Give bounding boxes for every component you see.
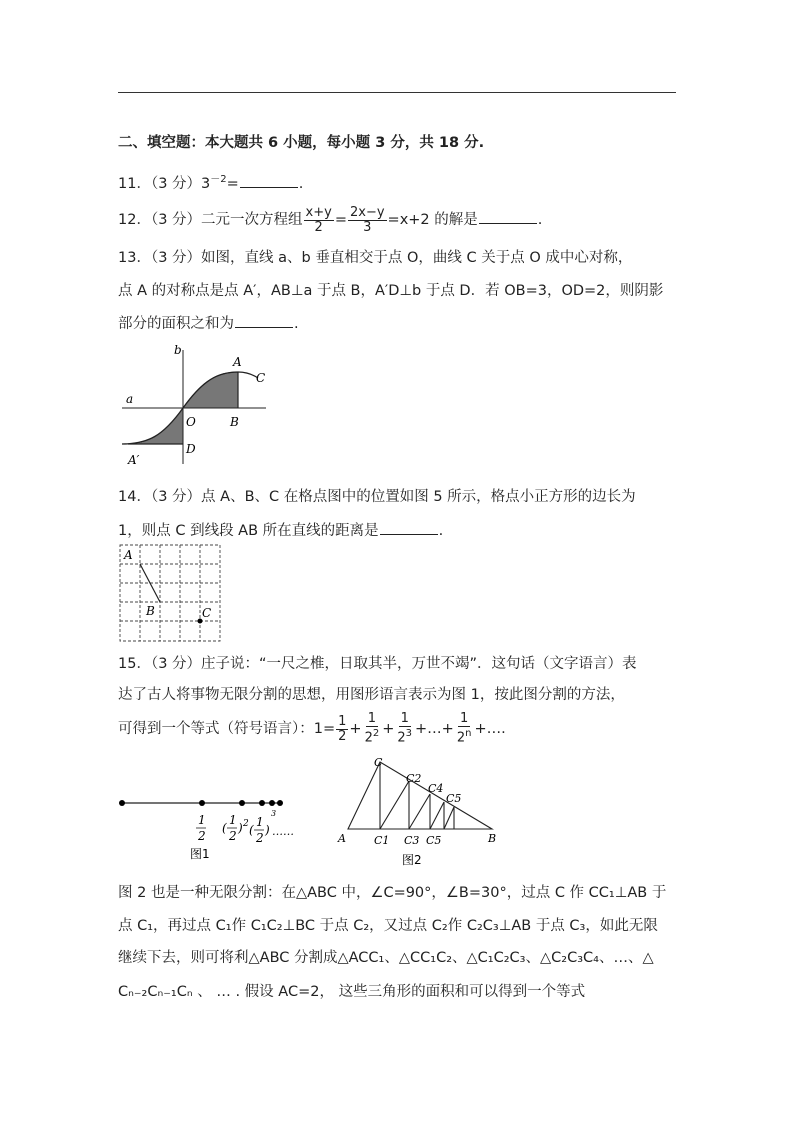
numerator: 1	[367, 711, 377, 727]
label-B: B	[488, 832, 497, 845]
fraction-1	[304, 206, 334, 235]
exponent: 2	[372, 728, 380, 740]
q11-exponent: －2	[210, 174, 227, 185]
question-15-line-3	[118, 710, 506, 748]
p2-line-1: 图 2 也是一种无限分割：在△ABC 中，∠C=90°，∠B=30°，过点 C 作 CC₁⊥AB 于	[118, 885, 667, 901]
fraction-numerator: x+y	[305, 204, 332, 220]
q13-line-1: 13．（3 分）如图，直线 a、b 垂直相交于点 O，曲线 C 关于点 O 成中心对称，	[118, 250, 633, 266]
q13-end: .	[294, 316, 299, 332]
term-n	[455, 712, 474, 745]
label-C1: C1	[374, 834, 390, 847]
q11-equals: =	[226, 175, 239, 192]
numerator: 1	[400, 711, 409, 727]
label-B: B	[146, 604, 155, 618]
dotted-grid	[120, 545, 220, 641]
label-C5: C5	[426, 834, 442, 847]
p2-line-2: 点 C₁，再过点 C₁作 C₁C₂⊥BC 于点 C₂，又过点 C₂作 C₂C₃⊥AB 于点 C₃，如此无限	[118, 918, 658, 934]
label-B: B	[230, 415, 239, 429]
label-exponent: 2	[243, 819, 249, 829]
base: 2	[456, 730, 466, 746]
p2-line-3: 继续下去，则可将利△ABC 分割成△ACC₁、△CC₁C₂、△C₁C₂C₃、△C₂C₃C₄、…、△	[118, 950, 654, 966]
fraction-numerator: 2x−y	[349, 204, 385, 220]
label-C5: C5	[446, 792, 462, 805]
question-11	[118, 170, 303, 194]
point	[119, 800, 125, 806]
numerator: 1	[338, 713, 347, 729]
q15-line-3-prefix: 可得到一个等式（符号语言）：1=	[118, 721, 336, 737]
fraction-denominator: 2	[314, 219, 323, 235]
plus: +	[349, 721, 362, 737]
point	[239, 800, 245, 806]
point	[269, 800, 275, 806]
label-a: a	[126, 392, 134, 406]
label-denominator: 2	[198, 829, 206, 843]
p2-line-4: Cₙ₋₂Cₙ₋₁Cₙ 、 … . 假设 AC=2， 这些三角形的面积和可以得到一个等式	[118, 984, 586, 1000]
q14-grid-figure	[118, 543, 224, 643]
exponent: n	[465, 728, 472, 740]
label-paren: )	[265, 823, 270, 837]
q13-figure	[118, 340, 278, 470]
figure-1-caption: 图1	[190, 847, 210, 861]
label-C2: C2	[406, 772, 422, 785]
answer-blank[interactable]	[240, 173, 298, 188]
figure-1	[114, 790, 314, 865]
plus: +	[382, 721, 395, 737]
q15-line-1: 15．（3 分）庄子说：“一尺之椎，日取其半，万世不竭”．这句话（文字语言）表	[118, 656, 637, 672]
fraction-2	[348, 206, 387, 235]
figure-2	[334, 754, 514, 868]
denominator	[395, 727, 414, 745]
q14-end: .	[438, 523, 444, 539]
label-numerator: 1	[198, 813, 206, 827]
q14-line-1: 14．（3 分）点 A、B、C 在格点图中的位置如图 5 所示，格点小正方形的边长为	[118, 489, 636, 505]
label-A: A	[233, 355, 242, 369]
label-C3: C3	[404, 834, 420, 847]
label-A-prime: A′	[128, 453, 140, 467]
label-A: A	[124, 548, 133, 562]
answer-blank[interactable]	[479, 209, 537, 224]
label-ellipsis: ……	[272, 825, 294, 838]
header-rule	[118, 92, 676, 93]
q13-line-2: 点 A 的对称点是点 A′，AB⊥a 于点 B，A′D⊥b 于点 D．若 OB=3，OD=2，则阴影	[118, 283, 664, 299]
label-exponent: 3	[271, 809, 277, 818]
q13-line-3-text: 部分的面积之和为	[118, 316, 234, 332]
section-title: 二、填空题：本大题共 6 小题，每小题 3 分，共 18 分.	[118, 135, 485, 151]
q12-prefix: 12．（3 分）二元一次方程组	[118, 212, 303, 228]
figure-2-caption: 图2	[402, 853, 422, 867]
term-3	[395, 712, 414, 745]
series-tail: +….	[474, 721, 506, 737]
shaded-region-upper	[183, 372, 238, 408]
q12-mid: =x+2 的解是	[387, 212, 478, 228]
answer-blank[interactable]	[380, 520, 438, 535]
equals-sign: =	[334, 212, 347, 228]
label-numerator: 1	[256, 815, 264, 829]
label-C4: C4	[428, 782, 444, 795]
answer-blank[interactable]	[235, 313, 293, 328]
base: 2	[397, 730, 406, 746]
ellipsis-plus: +…+	[415, 721, 454, 737]
label-C: C	[256, 371, 266, 385]
denominator: 2	[338, 728, 347, 744]
label-numerator: 1	[229, 813, 237, 827]
q14-line-2-text: 1，则点 C 到线段 AB 所在直线的距离是	[118, 523, 379, 539]
q11-prefix: 11．（3 分）3	[118, 175, 211, 192]
question-12	[118, 205, 542, 235]
label-paren: (	[249, 823, 254, 837]
shaded-region-lower	[128, 408, 183, 444]
base: 2	[364, 730, 373, 746]
fraction-denominator: 3	[363, 219, 372, 235]
label-C: C	[374, 756, 383, 769]
term-2	[363, 712, 382, 745]
label-b: b	[174, 343, 182, 357]
denominator	[455, 727, 474, 745]
term-1	[336, 715, 348, 744]
label-paren: )	[238, 821, 243, 835]
label-denominator: 2	[256, 831, 264, 845]
fig1-labels	[196, 809, 294, 845]
label-denominator: 2	[229, 829, 237, 843]
q12-end: .	[537, 212, 543, 228]
label-A: A	[338, 832, 346, 845]
point	[259, 800, 265, 806]
numerator: 1	[460, 711, 469, 727]
q15-line-2: 达了古人将事物无限分割的思想，用图形语言表示为图 1，按此图分割的方法，	[118, 687, 625, 703]
label-D: D	[186, 442, 196, 456]
exponent: 3	[405, 728, 413, 740]
label-half-squared: (	[222, 821, 227, 835]
point	[199, 800, 205, 806]
label-C: C	[202, 606, 212, 620]
q11-end: .	[298, 175, 304, 192]
denominator	[363, 727, 382, 745]
point	[277, 800, 283, 806]
label-O: O	[186, 415, 196, 429]
question-14-line-2	[118, 520, 443, 541]
question-13-line-3	[118, 313, 299, 334]
